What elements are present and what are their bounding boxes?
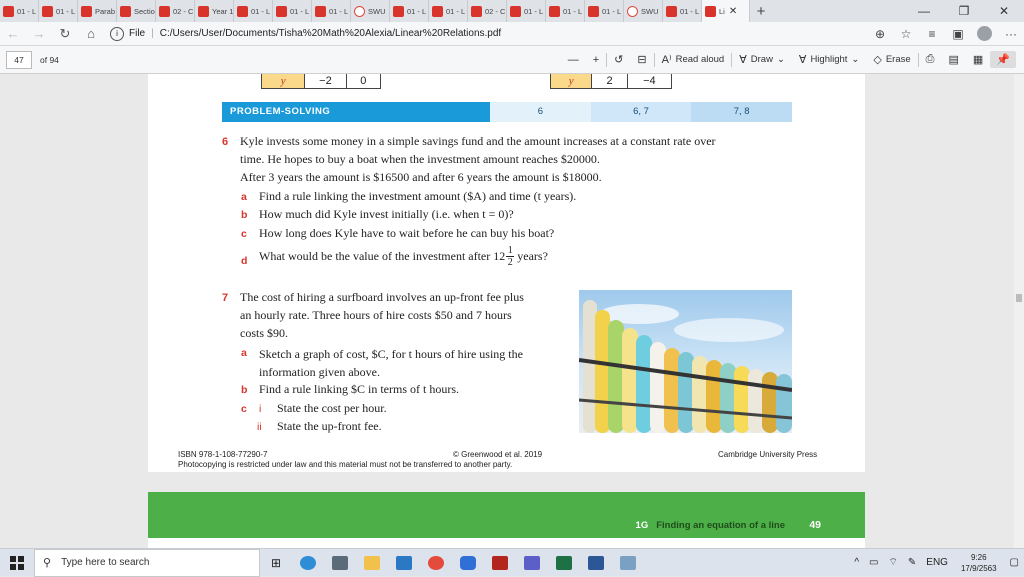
save-button[interactable]: [941, 53, 965, 66]
read-aloud-icon: A⁾: [661, 54, 672, 66]
copyright-text: © Greenwood et al. 2019: [453, 450, 543, 459]
url-prefix: File: [129, 28, 146, 39]
avatar[interactable]: [977, 26, 992, 41]
clock[interactable]: [953, 552, 1005, 574]
rotate-button[interactable]: ↺: [614, 54, 624, 66]
browser-tab[interactable]: [78, 0, 117, 22]
start-button[interactable]: [0, 549, 34, 577]
chat-icon[interactable]: [452, 549, 484, 577]
collections-icon[interactable]: ▣: [952, 26, 964, 41]
browser-tab[interactable]: [195, 0, 234, 22]
pdf-icon: [276, 6, 287, 17]
question-line: costs $90.: [240, 326, 288, 340]
table-cell: y: [551, 74, 592, 88]
close-window-button[interactable]: ✕: [998, 4, 1010, 18]
url-field[interactable]: [110, 25, 861, 43]
favorite-star-icon[interactable]: ☆: [900, 26, 912, 41]
pdf-icon: [666, 6, 677, 17]
pdf-icon: [3, 6, 14, 17]
page-number: 49: [809, 519, 821, 531]
search-icon: ⚲: [43, 557, 52, 569]
table-cell: 2: [592, 74, 627, 88]
part-text: How long does Kyle have to wait before he can buy his boat?: [259, 226, 555, 240]
window-controls: [904, 4, 1024, 18]
url-separator: |: [151, 28, 154, 39]
browser-tab[interactable]: [39, 0, 78, 22]
pathway-col-1: 6: [490, 102, 591, 122]
pdf-icon: [81, 6, 92, 17]
pdf-icon: [588, 6, 599, 17]
browser-tab[interactable]: [117, 0, 156, 22]
question-number: 6: [222, 136, 229, 148]
tab-label: Parab: [95, 6, 116, 16]
favorites-list-icon[interactable]: ≡: [928, 26, 936, 41]
edge-icon[interactable]: [292, 549, 324, 577]
fraction-numerator: 1: [507, 245, 513, 256]
pdf-icon: [159, 6, 170, 17]
pdf-icon: [705, 6, 716, 17]
file-explorer-icon[interactable]: [356, 549, 388, 577]
part-text-main: What would be the value of the investment after 12: [259, 249, 506, 263]
browser-tab[interactable]: [702, 0, 750, 22]
address-bar: [0, 22, 1024, 46]
pdf-icon: [120, 6, 131, 17]
pdf-toolbar: [0, 46, 1024, 74]
forward-button[interactable]: →: [32, 26, 46, 41]
part-text: Find a rule linking $C in terms of t hours.: [259, 382, 459, 396]
table-cell: −2: [305, 74, 346, 88]
browser-tab[interactable]: [0, 0, 39, 22]
chrome-icon[interactable]: [420, 549, 452, 577]
browser-tab[interactable]: [663, 0, 702, 22]
zoom-in-button[interactable]: +: [592, 53, 600, 66]
pdf-icon: [42, 6, 53, 17]
battery-icon[interactable]: ▭: [869, 557, 879, 568]
draw-label: Draw: [750, 54, 773, 65]
browser-tab[interactable]: [468, 0, 507, 22]
tab-label: 02 - C: [485, 6, 506, 16]
draw-button[interactable]: [732, 53, 792, 66]
mail-icon[interactable]: [388, 549, 420, 577]
subpart-label: ii: [257, 421, 262, 433]
table-cell: −4: [643, 75, 656, 87]
camera-icon[interactable]: [324, 549, 356, 577]
tab-label: 01 - L: [290, 6, 310, 16]
info-icon[interactable]: i: [110, 27, 124, 41]
restore-button[interactable]: ❐: [958, 4, 970, 18]
pdf-icon: [237, 6, 248, 17]
part-label: b: [241, 209, 248, 221]
wifi-icon[interactable]: ⌔: [888, 557, 898, 568]
question-text: [240, 132, 800, 186]
question-line: an hourly rate. Three hours of hire costs $50 and 7 hours: [240, 308, 512, 322]
part-text: Find a rule linking the investment amount ($A) and time (t years).: [259, 189, 577, 203]
tabs-container: [0, 0, 750, 22]
chevron-up-icon[interactable]: ^: [854, 557, 860, 568]
publisher-text: Cambridge University Press: [718, 450, 818, 459]
browser-tab[interactable]: [156, 0, 195, 22]
draw-icon: ∀: [739, 54, 747, 66]
chevron-down-icon: ⌄: [776, 54, 785, 65]
pdf-icon: [393, 6, 404, 17]
pdf-page: [148, 74, 865, 472]
zoom-icon[interactable]: ⊕: [874, 26, 886, 41]
browser-tab[interactable]: [234, 0, 273, 22]
excel-icon[interactable]: [548, 549, 580, 577]
teams-icon[interactable]: [516, 549, 548, 577]
media-icon[interactable]: [484, 549, 516, 577]
word-icon[interactable]: [580, 549, 612, 577]
more-menu-icon[interactable]: ···: [1005, 26, 1017, 41]
pen-icon[interactable]: ✎: [907, 557, 917, 568]
tab-label: 01 - L: [563, 6, 583, 16]
question-line: time. He hopes to buy a boat when the investment amount reaches $20000.: [240, 152, 600, 166]
table-cell: 0: [360, 75, 367, 87]
problem-solving-bar: [222, 102, 792, 122]
part-label: a: [241, 191, 247, 203]
tab-label: 01 - L: [407, 6, 427, 16]
clock-date: 17/9/2563: [960, 563, 997, 573]
scrollbar-thumb[interactable]: [1016, 294, 1022, 302]
back-button[interactable]: ←: [6, 26, 20, 41]
taskbar: [0, 548, 1024, 576]
tab-label: Li: [719, 6, 725, 16]
section-heading: [636, 520, 785, 531]
save-as-icon: ▦: [972, 54, 984, 66]
refresh-button[interactable]: ↻: [59, 25, 71, 41]
part-text: [259, 245, 548, 268]
question-text: [240, 288, 570, 342]
pdf-tools: [561, 51, 1024, 68]
browser-tab[interactable]: [312, 0, 351, 22]
read-aloud-label: Read aloud: [675, 54, 725, 65]
part-label: b: [241, 384, 248, 396]
tab-label: 01 - L: [446, 6, 466, 16]
question-line: Kyle invests some money in a simple savings fund and the amount increases at a constant rate over: [240, 134, 716, 148]
pdf-icon: [315, 6, 326, 17]
task-view-icon[interactable]: ⊞: [270, 555, 282, 570]
tab-label: 01 - L: [56, 6, 76, 16]
isbn-text: ISBN 978-1-108-77290-7: [178, 450, 268, 459]
pdf-icon: [198, 6, 209, 17]
search-placeholder: Type here to search: [61, 557, 150, 568]
part-line: Sketch a graph of cost, $C, for t hours of hire using the: [259, 347, 523, 361]
part-text: State the up-front fee.: [277, 419, 382, 433]
pin-toolbar-button[interactable]: [990, 51, 1016, 68]
site-favicon-icon: [354, 6, 365, 17]
save-icon: ▤: [948, 54, 959, 66]
windows-icon: [10, 556, 24, 570]
tab-label: 01 - L: [524, 6, 544, 16]
eraser-icon: ◇: [873, 54, 882, 66]
app-icon[interactable]: [612, 549, 644, 577]
tab-label: Sectio: [134, 6, 155, 16]
surfboards-photo: [579, 290, 792, 433]
subpart-label: i: [259, 403, 262, 415]
copyright-notice: Photocopying is restricted under law and this material must not be transferred to another party.: [178, 460, 513, 469]
browser-tab[interactable]: [585, 0, 624, 22]
tab-label: 02 - C: [173, 6, 194, 16]
pdf-icon: [432, 6, 443, 17]
minimize-button[interactable]: —: [918, 4, 930, 18]
tab-label: 01 - L: [17, 6, 37, 16]
highlight-button[interactable]: [792, 53, 866, 66]
pdf-page-next: [148, 492, 865, 548]
pdf-icon: [471, 6, 482, 17]
surfboards-illustration: [579, 290, 792, 433]
tab-label: Year 1: [212, 6, 234, 16]
print-icon: ⎙: [925, 53, 935, 65]
problem-solving-label: PROBLEM-SOLVING: [222, 102, 490, 122]
tab-strip: [0, 0, 1024, 22]
page-header-band: [148, 492, 865, 538]
part-label: a: [241, 347, 247, 359]
erase-button[interactable]: [866, 53, 917, 66]
browser-tab[interactable]: [546, 0, 585, 22]
zoom-out-button[interactable]: —: [567, 53, 579, 66]
browser-tab[interactable]: [624, 0, 663, 22]
browser-tab[interactable]: [507, 0, 546, 22]
part-text: State the cost per hour.: [277, 401, 387, 415]
fit-page-button[interactable]: ⊟: [637, 54, 647, 66]
browser-tab[interactable]: [273, 0, 312, 22]
erase-label: Erase: [885, 54, 911, 65]
question-line: The cost of hiring a surfboard involves an up-front fee plus: [240, 290, 524, 304]
site-favicon-icon: [627, 6, 638, 17]
close-tab-icon[interactable]: ✕: [728, 5, 738, 17]
pdf-icon: [510, 6, 521, 17]
part-line: information given above.: [259, 365, 380, 379]
new-tab-button[interactable]: +: [756, 2, 766, 20]
table-left: [261, 74, 381, 89]
chevron-down-icon: ⌄: [851, 54, 860, 65]
print-button[interactable]: [919, 53, 942, 66]
url-text: C:/Users/User/Documents/Tisha%20Math%20Alexia/Linear%20Relations.pdf: [159, 28, 502, 39]
language-indicator[interactable]: ENG: [926, 557, 948, 568]
read-aloud-button[interactable]: [655, 53, 732, 66]
browser-tab[interactable]: [429, 0, 468, 22]
tab-label: 01 - L: [251, 6, 271, 16]
fraction-denominator: 2: [507, 257, 513, 268]
part-text: How much did Kyle invest initially (i.e. when t = 0)?: [259, 207, 514, 221]
tab-label: 01 - L: [329, 6, 349, 16]
question-line: After 3 years the amount is $16500 and after 6 years the amount is $18000.: [240, 170, 602, 184]
pathway-col-2: 6, 7: [591, 102, 692, 122]
document-viewer[interactable]: [0, 74, 1014, 548]
notifications-icon[interactable]: ▢: [1009, 557, 1019, 568]
part-label: d: [241, 255, 248, 267]
question-number: 7: [222, 292, 229, 304]
home-button[interactable]: ⌂: [87, 26, 95, 41]
highlight-label: Highlight: [810, 54, 848, 65]
part-text-end: years?: [517, 249, 548, 263]
clock-time: 9:26: [970, 552, 987, 562]
table-cell: y: [262, 74, 305, 88]
pin-icon: 📌: [996, 54, 1010, 66]
fraction: [506, 245, 514, 268]
pathway-col-3: 7, 8: [691, 102, 792, 122]
browser-tab[interactable]: [351, 0, 390, 22]
section-number: 1G: [635, 520, 649, 531]
highlight-icon: ∀: [798, 54, 807, 66]
tab-label: SWU: [641, 6, 659, 16]
part-text: [259, 345, 523, 381]
part-label: c: [241, 228, 247, 240]
page-number-input[interactable]: 47: [6, 51, 32, 69]
save-as-button[interactable]: [966, 53, 990, 66]
tab-label: 01 - L: [602, 6, 622, 16]
part-label: c: [241, 403, 247, 415]
taskbar-search[interactable]: [34, 549, 260, 577]
table-right: [550, 74, 672, 89]
pdf-icon: [549, 6, 560, 17]
vertical-scrollbar[interactable]: [1014, 74, 1024, 548]
browser-tab[interactable]: [390, 0, 429, 22]
page-count: of 94: [40, 54, 59, 65]
tab-label: SWU: [368, 6, 386, 16]
system-tray: [849, 552, 1024, 574]
section-title: Finding an equation of a line: [656, 520, 785, 531]
tab-label: 01 - L: [680, 6, 700, 16]
